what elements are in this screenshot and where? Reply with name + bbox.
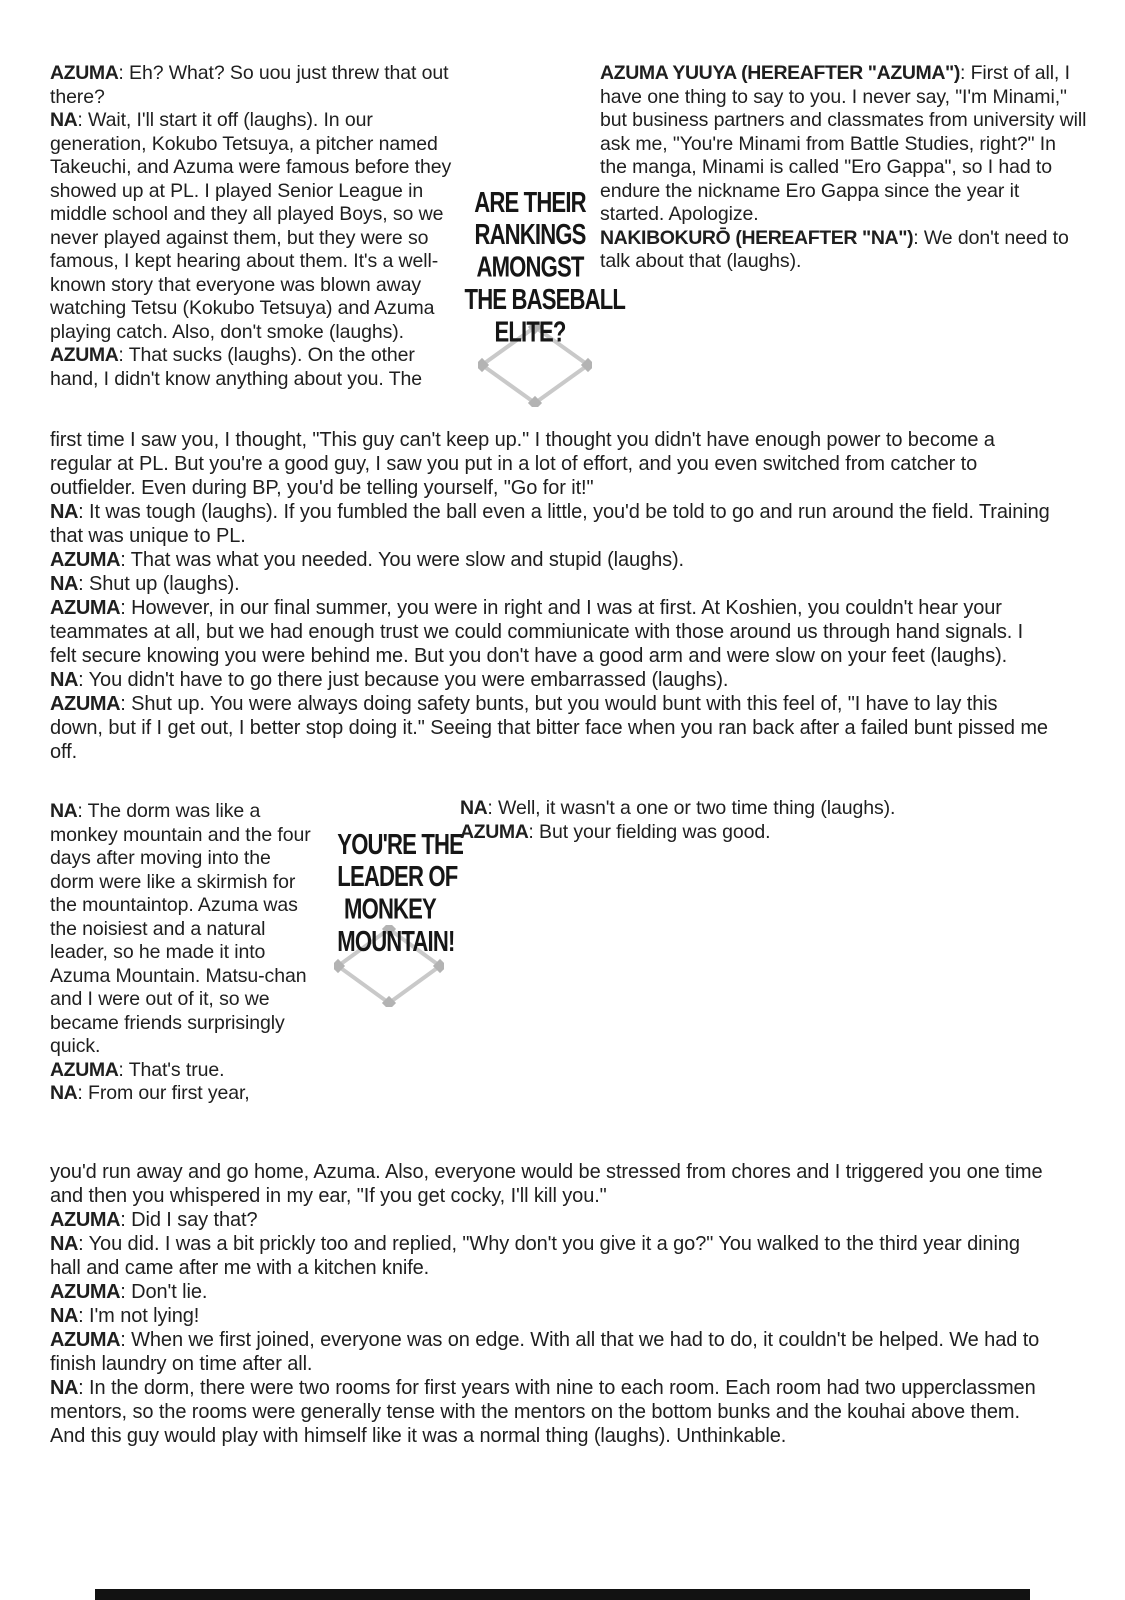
- dialogue-text: : Well, it wasn't a one or two time thing (laughs).: [487, 797, 896, 819]
- headline-line: THE BASEBALL: [464, 282, 626, 316]
- speaker-label: AZUMA: [50, 693, 121, 715]
- dialogue-paragraph: [50, 1082, 312, 1106]
- speaker-label: AZUMA: [50, 1329, 121, 1351]
- dialogue-paragraph: [50, 548, 1050, 572]
- speaker-label: AZUMA: [50, 1281, 121, 1303]
- dialogue-text: : Shut up (laughs).: [78, 573, 240, 595]
- speaker-label: AZUMA: [50, 62, 119, 84]
- speaker-label: AZUMA: [50, 344, 119, 366]
- section-headline-monkey-mountain: [337, 826, 463, 958]
- section-headline-rankings: [464, 184, 626, 349]
- dialogue-text: : You did. I was a bit prickly too and replied, "Why don't you give it a go?" You walked to the third year dining hall and came after me with a kitchen knife.: [50, 1233, 1020, 1279]
- dialogue-text: : The dorm was like a monkey mountain and the four days after moving into the dorm were like a skirmish for the mountaintop. Azuma was the noisiest and a natural leader, so he made it into Azuma Mountain. Matsu-chan and I were out of it, so we became friends surprisingly quick.: [50, 800, 311, 1057]
- mid-left-column: [50, 800, 312, 1106]
- dialogue-paragraph: [50, 572, 1050, 596]
- dialogue-paragraph: [460, 797, 950, 821]
- headline-line: YOU'RE THE: [337, 826, 463, 861]
- speaker-label: NAKIBOKURŌ (HEREAFTER "NA"): [600, 226, 914, 249]
- dialogue-text: : From our first year,: [77, 1082, 250, 1104]
- headline-line: MOUNTAIN!: [337, 924, 455, 958]
- mid-right-column: [460, 797, 950, 844]
- dialogue-paragraph: [50, 344, 465, 391]
- speaker-label: NA: [50, 1305, 79, 1327]
- dialogue-text: : We don't need to talk about that (laughs).: [600, 226, 1069, 272]
- dialogue-paragraph: [50, 800, 312, 1059]
- speaker-label: NA: [50, 573, 79, 595]
- speaker-label: NA: [50, 669, 79, 691]
- headline-line: ARE THEIR: [474, 184, 586, 219]
- speaker-label: AZUMA: [50, 1058, 119, 1081]
- dialogue-text: first time I saw you, I thought, "This guy can't keep up." I thought you didn't have enough power to become a regular at PL. But you're a good guy, I saw you put in a lot of effort, and you even switched from catcher to outfielder. Even during BP, you'd be telling yourself, "Go for it!": [50, 429, 995, 499]
- dialogue-paragraph: [50, 109, 465, 344]
- speaker-label: AZUMA: [50, 597, 121, 619]
- dialogue-text: : In the dorm, there were two rooms for first years with nine to each room. Each room had two upperclassmen mentors, so the rooms were generally tense with the mentors on the bottom bunks and the kouhai above them. And this guy would play with himself like it was a normal thing (laughs). Unthinkable.: [50, 1377, 1036, 1447]
- dialogue-paragraph: [50, 668, 1050, 692]
- speaker-label: NA: [50, 800, 78, 822]
- dialogue-paragraph: [600, 227, 1087, 274]
- dialogue-text: : That was what you needed. You were slow and stupid (laughs).: [120, 549, 685, 571]
- speaker-label: NA: [460, 797, 488, 819]
- dialogue-text: : That sucks (laughs). On the other hand, I didn't know anything about you. The: [50, 344, 422, 390]
- dialogue-paragraph: [50, 500, 1050, 548]
- speaker-label: AZUMA: [460, 820, 529, 843]
- dialogue-text: : However, in our final summer, you were in right and I was at first. At Koshien, you couldn't hear your teammates at all, but we had enough trust we could commiunicate with those around us through hand signals. I felt secure knowing you were behind me. But you don't have a good arm and were slow on your feet (laughs).: [50, 597, 1024, 667]
- top-left-column: [50, 62, 465, 391]
- dialogue-paragraph: [50, 1328, 1050, 1376]
- dialogue-paragraph: [50, 1304, 1050, 1328]
- dialogue-text: : Don't lie.: [120, 1281, 208, 1303]
- top-right-column: [600, 62, 1087, 274]
- speaker-label: AZUMA YUUYA (HEREAFTER "AZUMA"): [600, 62, 960, 84]
- dialogue-paragraph: [50, 1208, 1050, 1232]
- speaker-label: NA: [50, 109, 78, 131]
- dialogue-text: : I'm not lying!: [78, 1305, 200, 1327]
- dialogue-text: : It was tough (laughs). If you fumbled the ball even a little, you'd be told to go and run around the field. Training that was unique to PL.: [50, 501, 1050, 547]
- headline-line: LEADER OF: [337, 859, 458, 893]
- headline-line: ELITE?: [494, 314, 566, 349]
- dialogue-paragraph: [460, 821, 950, 845]
- dialogue-text: : Wait, I'll start it off (laughs). In our generation, Kokubo Tetsuya, a pitcher named Takeuchi, and Azuma were famous before they showed up at PL. I played Senior League in middle school and they all played Boys, so we never played against them, but they were so famous, I kept hearing about them. It's a well-known story that everyone was blown away watching Tetsu (Kokubo Tetsuya) and Azuma playing catch. Also, don't smoke (laughs).: [50, 109, 452, 343]
- headline-line: AMONGST: [476, 249, 584, 284]
- dialogue-text: you'd run away and go home, Azuma. Also, everyone would be stressed from chores and I triggered you one time and then you whispered in my ear, "If you get cocky, I'll kill you.": [50, 1161, 1043, 1207]
- speaker-label: NA: [50, 1377, 79, 1399]
- dialogue-paragraph: [50, 1059, 312, 1083]
- bottom-section: [50, 1160, 1050, 1448]
- dialogue-text: : Did I say that?: [120, 1209, 258, 1231]
- dialogue-paragraph: [600, 62, 1087, 227]
- dialogue-text: : That's true.: [118, 1058, 225, 1081]
- dialogue-text: : Eh? What? So uou just threw that out there?: [50, 62, 449, 108]
- speaker-label: NA: [50, 501, 79, 523]
- dialogue-text: : You didn't have to go there just because you were embarrassed (laughs).: [78, 669, 729, 691]
- headline-line: MONKEY: [344, 891, 436, 926]
- dialogue-text: : When we first joined, everyone was on edge. With all that we had to do, it couldn't be helped. We had to finish laundry on time after all.: [50, 1329, 1040, 1375]
- dialogue-paragraph: [50, 1160, 1050, 1208]
- dialogue-text: : But your fielding was good.: [528, 820, 771, 843]
- dialogue-paragraph: [50, 692, 1050, 764]
- dialogue-paragraph: [50, 1376, 1050, 1448]
- dialogue-paragraph: [50, 1280, 1050, 1304]
- speaker-label: AZUMA: [50, 549, 121, 571]
- dialogue-paragraph: [50, 1232, 1050, 1280]
- dialogue-text: : Shut up. You were always doing safety bunts, but you would bunt with this feel of, "I have to lay this down, but if I get out, I better stop doing it." Seeing that bitter face when you ran back after a failed bunt pissed me off.: [50, 693, 1048, 763]
- dialogue-text: : First of all, I have one thing to say to you. I never say, "I'm Minami," but business partners and classmates from university will ask me, "You're Minami from Battle Studies, right?" In the manga, Minami is called "Ero Gappa", so I had to endure the nickname Ero Gappa since the year it started. Apologize.: [600, 62, 1087, 225]
- speaker-label: NA: [50, 1082, 78, 1104]
- speaker-label: NA: [50, 1233, 79, 1255]
- dialogue-paragraph: [50, 428, 1050, 500]
- speaker-label: AZUMA: [50, 1209, 121, 1231]
- dialogue-paragraph: [50, 62, 465, 109]
- page-bottom-bar: [95, 1589, 1030, 1600]
- headline-line: RANKINGS: [474, 217, 586, 251]
- dialogue-paragraph: [50, 596, 1050, 668]
- middle-section: [50, 428, 1050, 764]
